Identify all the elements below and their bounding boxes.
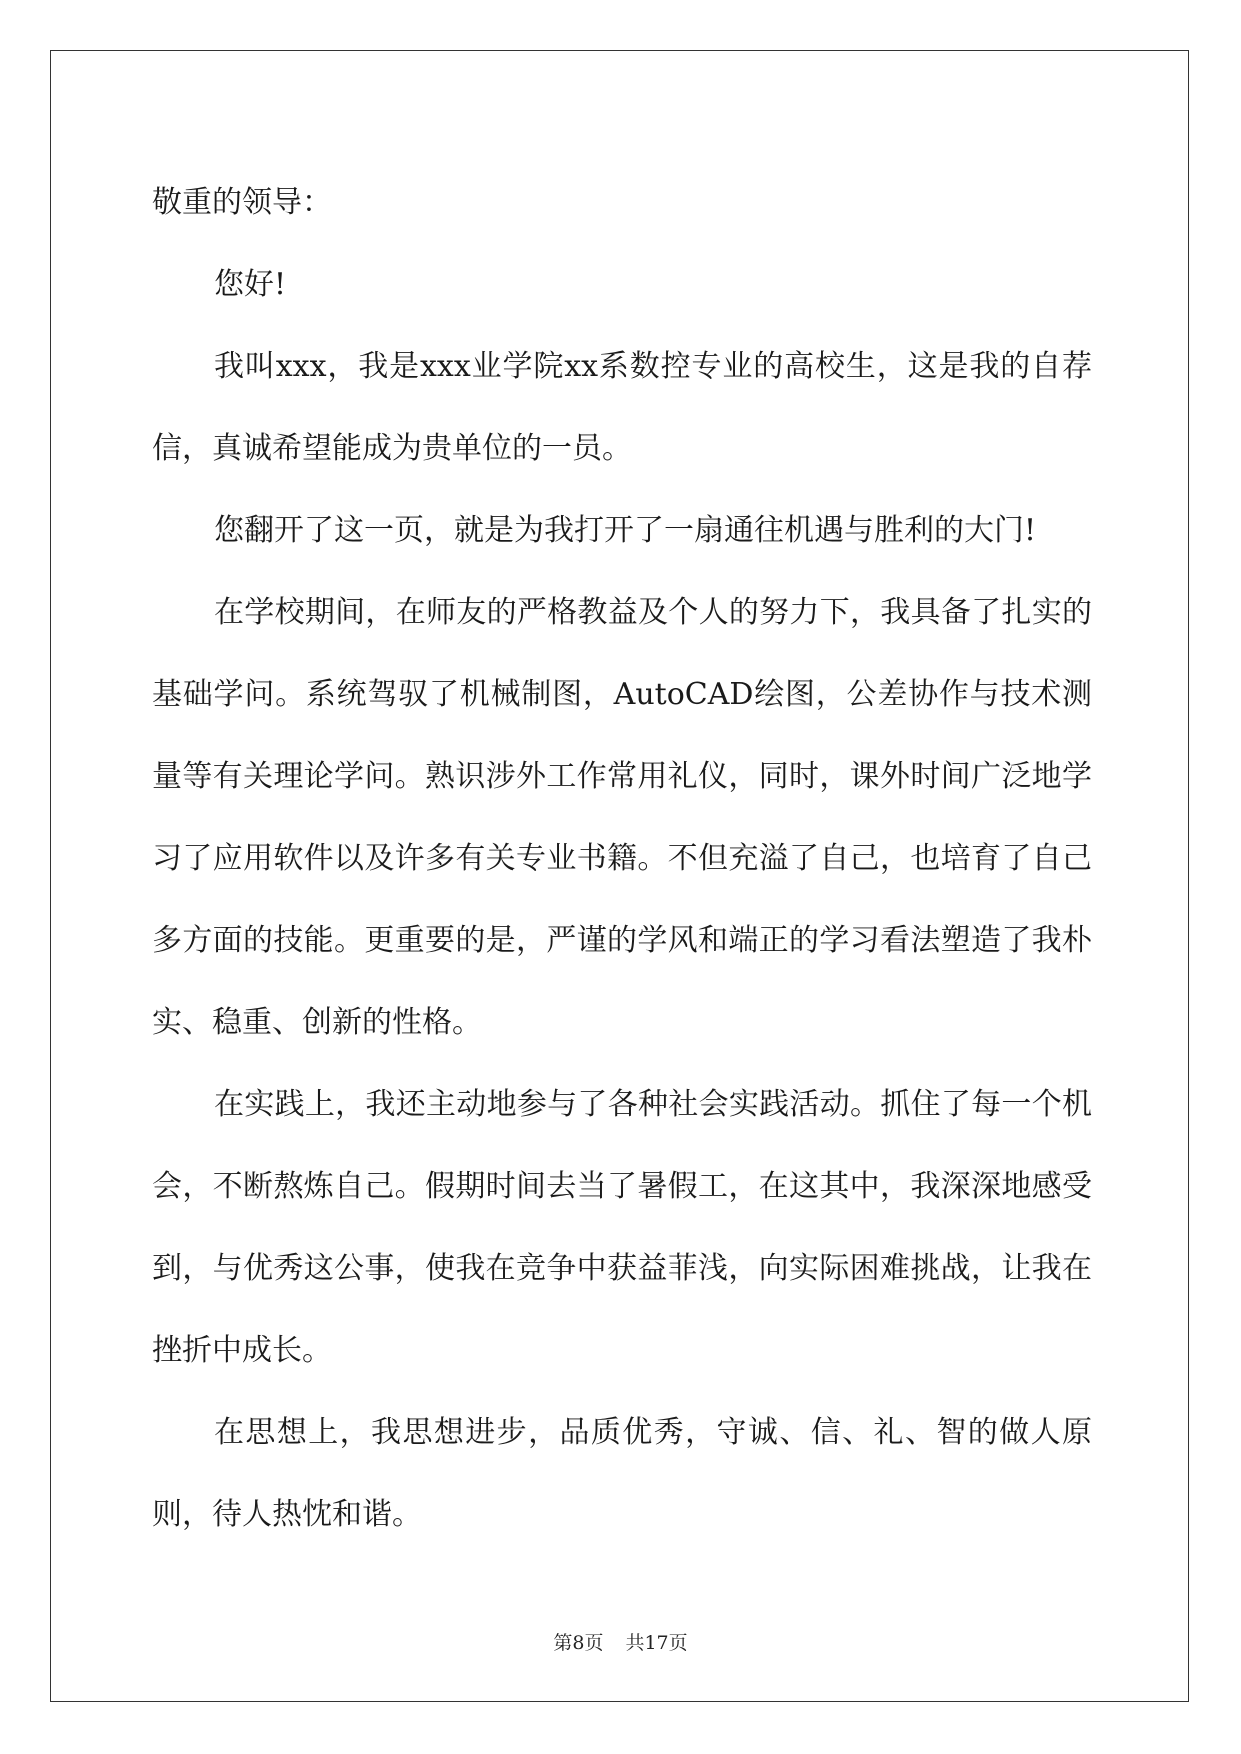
page-total: 共17页 (625, 1632, 688, 1654)
paragraph-introduction: 我叫xxx，我是xxx业学院xx系数控专业的高校生，这是我的自荐信，真诚希望能成为贵单位的一员。 (152, 349, 1092, 466)
paragraph-greeting: 您好! (214, 267, 287, 302)
paragraph-character: 在思想上，我思想进步，品质优秀，守诚、信、礼、智的做人原则，待人热忱和谐。 (152, 1415, 1092, 1532)
paragraph-opening: 您翻开了这一页，就是为我打开了一扇通往机遇与胜利的大门! (214, 513, 1037, 548)
paragraph-practice: 在实践上，我还主动地参与了各种社会实践活动。抓住了每一个机会，不断熬炼自己。假期时间去当了暑假工，在这其中，我深深地感受到，与优秀这公事，使我在竞争中获益菲浅，向实际困难挑战，让我在挫折中成长。 (152, 1087, 1092, 1368)
salutation: 敬重的领导： (152, 185, 332, 220)
paragraph-education: 在学校期间，在师友的严格教益及个人的努力下，我具备了扎实的基础学问。系统驾驭了机械制图，AutoCAD绘图，公差协作与技术测量等有关理论学问。熟识涉外工作常用礼仪，同时，课外时间广泛地学习了应用软件以及许多有关专业书籍。不但充溢了自己，也培育了自己多方面的技能。更重要的是，严谨的学风和端正的学习看法塑造了我朴实、稳重、创新的性格。 (152, 595, 1092, 1040)
page-footer (0, 1631, 1241, 1655)
page-number: 第8页 (553, 1632, 604, 1654)
letter-body (152, 162, 1092, 1556)
